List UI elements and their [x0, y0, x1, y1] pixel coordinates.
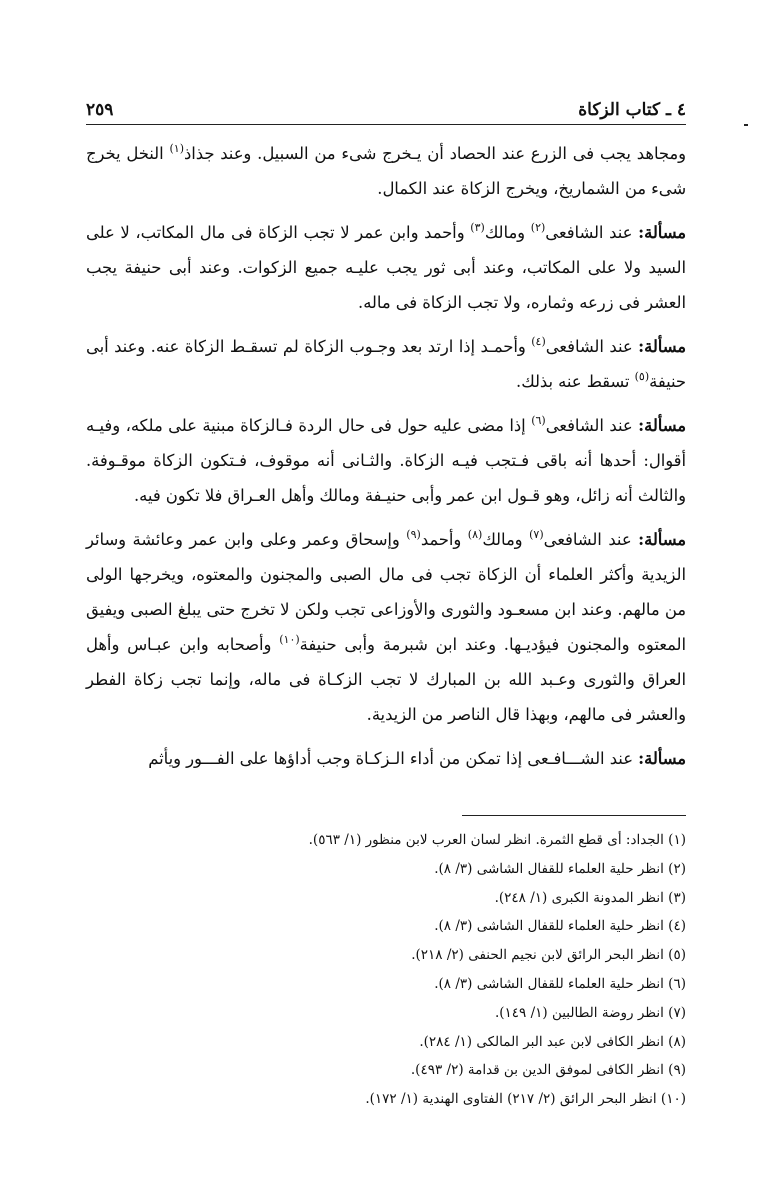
text-run: تسقط عنه بذلك. [516, 372, 635, 391]
issue-paragraph-2 [86, 329, 686, 399]
issue-paragraph-5 [86, 741, 686, 776]
footnote-marker[interactable]: (٦) [531, 414, 546, 427]
text-run: عند الشافعى [545, 416, 639, 435]
text-run: ومالك [484, 223, 531, 242]
footnote-marker[interactable]: (١٠) [279, 633, 300, 646]
footnote-6: (٦) انظر حلية العلماء للقفال الشاشى (٣/ ٨). [434, 975, 686, 992]
footnote-1: (١) الجداد: أى قطع الثمرة. انظر لسان العرب لابن منظور (١/ ٥٦٣). [308, 832, 686, 848]
footnote-5: (٥) انظر البحر الرائق لابن نجيم الحنفى (٢/ ٢١٨). [411, 947, 686, 964]
chapter-title: ٤ ـ كتاب الزكاة [578, 100, 686, 120]
issue-paragraph-4 [86, 522, 686, 732]
issue-paragraph-3 [86, 408, 686, 513]
footnote-marker[interactable]: (٣) [470, 221, 485, 234]
text-run: وأحمـد إذا ارتد بعد وجـوب الزكاة لم تسقـط الزكاة عنه. وعند أبى حنيفة [86, 337, 686, 391]
issue-paragraph-1 [86, 215, 686, 320]
footnotes [86, 826, 686, 1114]
issue-label: مسألة: [638, 530, 687, 549]
footnote-3: (٣) انظر المدونة الكبرى (١/ ٢٤٨). [494, 889, 686, 906]
footnote-rule [462, 815, 686, 816]
footnote-marker[interactable]: (٨) [467, 528, 483, 541]
text-run: عند الشافعى [545, 223, 639, 242]
footnote-7: (٧) انظر روضة الطالبين (١/ ١٤٩). [494, 1004, 686, 1021]
text-run: ومجاهد يجب فى الزرع عند الحصاد أن يـخرج شىء من السبيل. وعند جذاذ [184, 144, 686, 163]
text-run: عند الشافعى [545, 337, 639, 356]
footnote-4: (٤) انظر حلية العلماء للقفال الشاشى (٣/ ٨). [434, 918, 686, 935]
footnote-marker[interactable]: (١) [169, 142, 185, 155]
text-run: عند الشافعى [543, 530, 639, 549]
text-run: وأحمد [420, 530, 468, 549]
footnote-marker[interactable]: (٧) [529, 528, 544, 541]
text-run: إذا مضى عليه حول فى حال الردة فـالزكاة مبنية على ملكه، وفيـه أقوال: أحدها أنه باقى فـتجب فيـه الزكاة. والثـانى أنه موقوف، فـتكون الزكاة موقـوفة. والثالث أنه زائل، وهو قـول ابن عمر وأبى حنيـفة ومالك وأهل العـراق فلا تكون فيه. [86, 416, 686, 505]
text-run: وأحمد وابن عمر لا تجب الزكاة فى مال المكاتب، لا على السيد ولا على المكاتب، وعند أبى ثور يجب عليـه جميع الزكوات. وعند أبى حنيفة يجب العشر فى زرعه وثماره، ولا تجب الزكاة فى ماله. [86, 223, 686, 312]
text-run: ومالك [482, 530, 530, 549]
running-head [86, 86, 686, 120]
text-run: عند الشـــافـعى إذا تمكن من أداء الـزكـاة وجب أداؤها على الفـــور ويأثم [148, 749, 639, 768]
issue-label: مسألة: [638, 337, 686, 356]
main-text [86, 136, 686, 785]
page-number: ٢٥٩ [86, 100, 114, 120]
footnote-2: (٢) انظر حلية العلماء للقفال الشاشى (٣/ ٨). [434, 860, 686, 877]
footnote-marker[interactable]: (٩) [406, 528, 421, 541]
intro-paragraph [86, 136, 686, 206]
text-run: النخل يخرج شىء من الشماريخ، ويخرج الزكاة عند الكمال. [86, 144, 686, 198]
footnote-10: (١٠) انظر البحر الرائق (٢/ ٢١٧) الفتاوى الهندية (١/ ١٧٢). [365, 1091, 686, 1108]
issue-label: مسألة: [638, 223, 686, 242]
margin-mark [744, 124, 748, 126]
issue-label: مسألة: [638, 749, 686, 768]
text-run: وإسحاق وعمر وعلى وابن عمر وعائشة وسائر الزيدية وأكثر العلماء أن الزكاة تجب فى مال الصبى والمجنون والمعتوه، ويخرجها الولى من مالهم. وعند ابن مسعـود والثورى والأوزاعى تجب ولكن لا تخرج حتى يبلغ الصبى ويفيق المعتوه والمجنون فيؤديـها. وعند ابن شبرمة وأبى حنيفة [86, 530, 686, 654]
footnote-8: (٨) انظر الكافى لابن عبد البر المالكى (١/ ٢٨٤). [419, 1033, 686, 1050]
text-run: وأصحابه وابن عبـاس وأهل العراق والثورى وعـبد الله بن المبارك لا تجب الزكـاة فى ماله، وإنما تجب زكاة الفطر والعشر فى مالهم، وبهذا قال الناصر من الزيدية. [86, 635, 686, 724]
footnote-marker[interactable]: (٥) [634, 370, 650, 383]
footnote-9: (٩) انظر الكافى لموفق الدين بن قدامة (٢/ ٤٩٣). [410, 1062, 686, 1079]
issue-label: مسألة: [638, 416, 687, 435]
header-rule [86, 124, 686, 125]
footnote-marker[interactable]: (٤) [531, 335, 546, 348]
footnote-marker[interactable]: (٢) [530, 221, 546, 234]
